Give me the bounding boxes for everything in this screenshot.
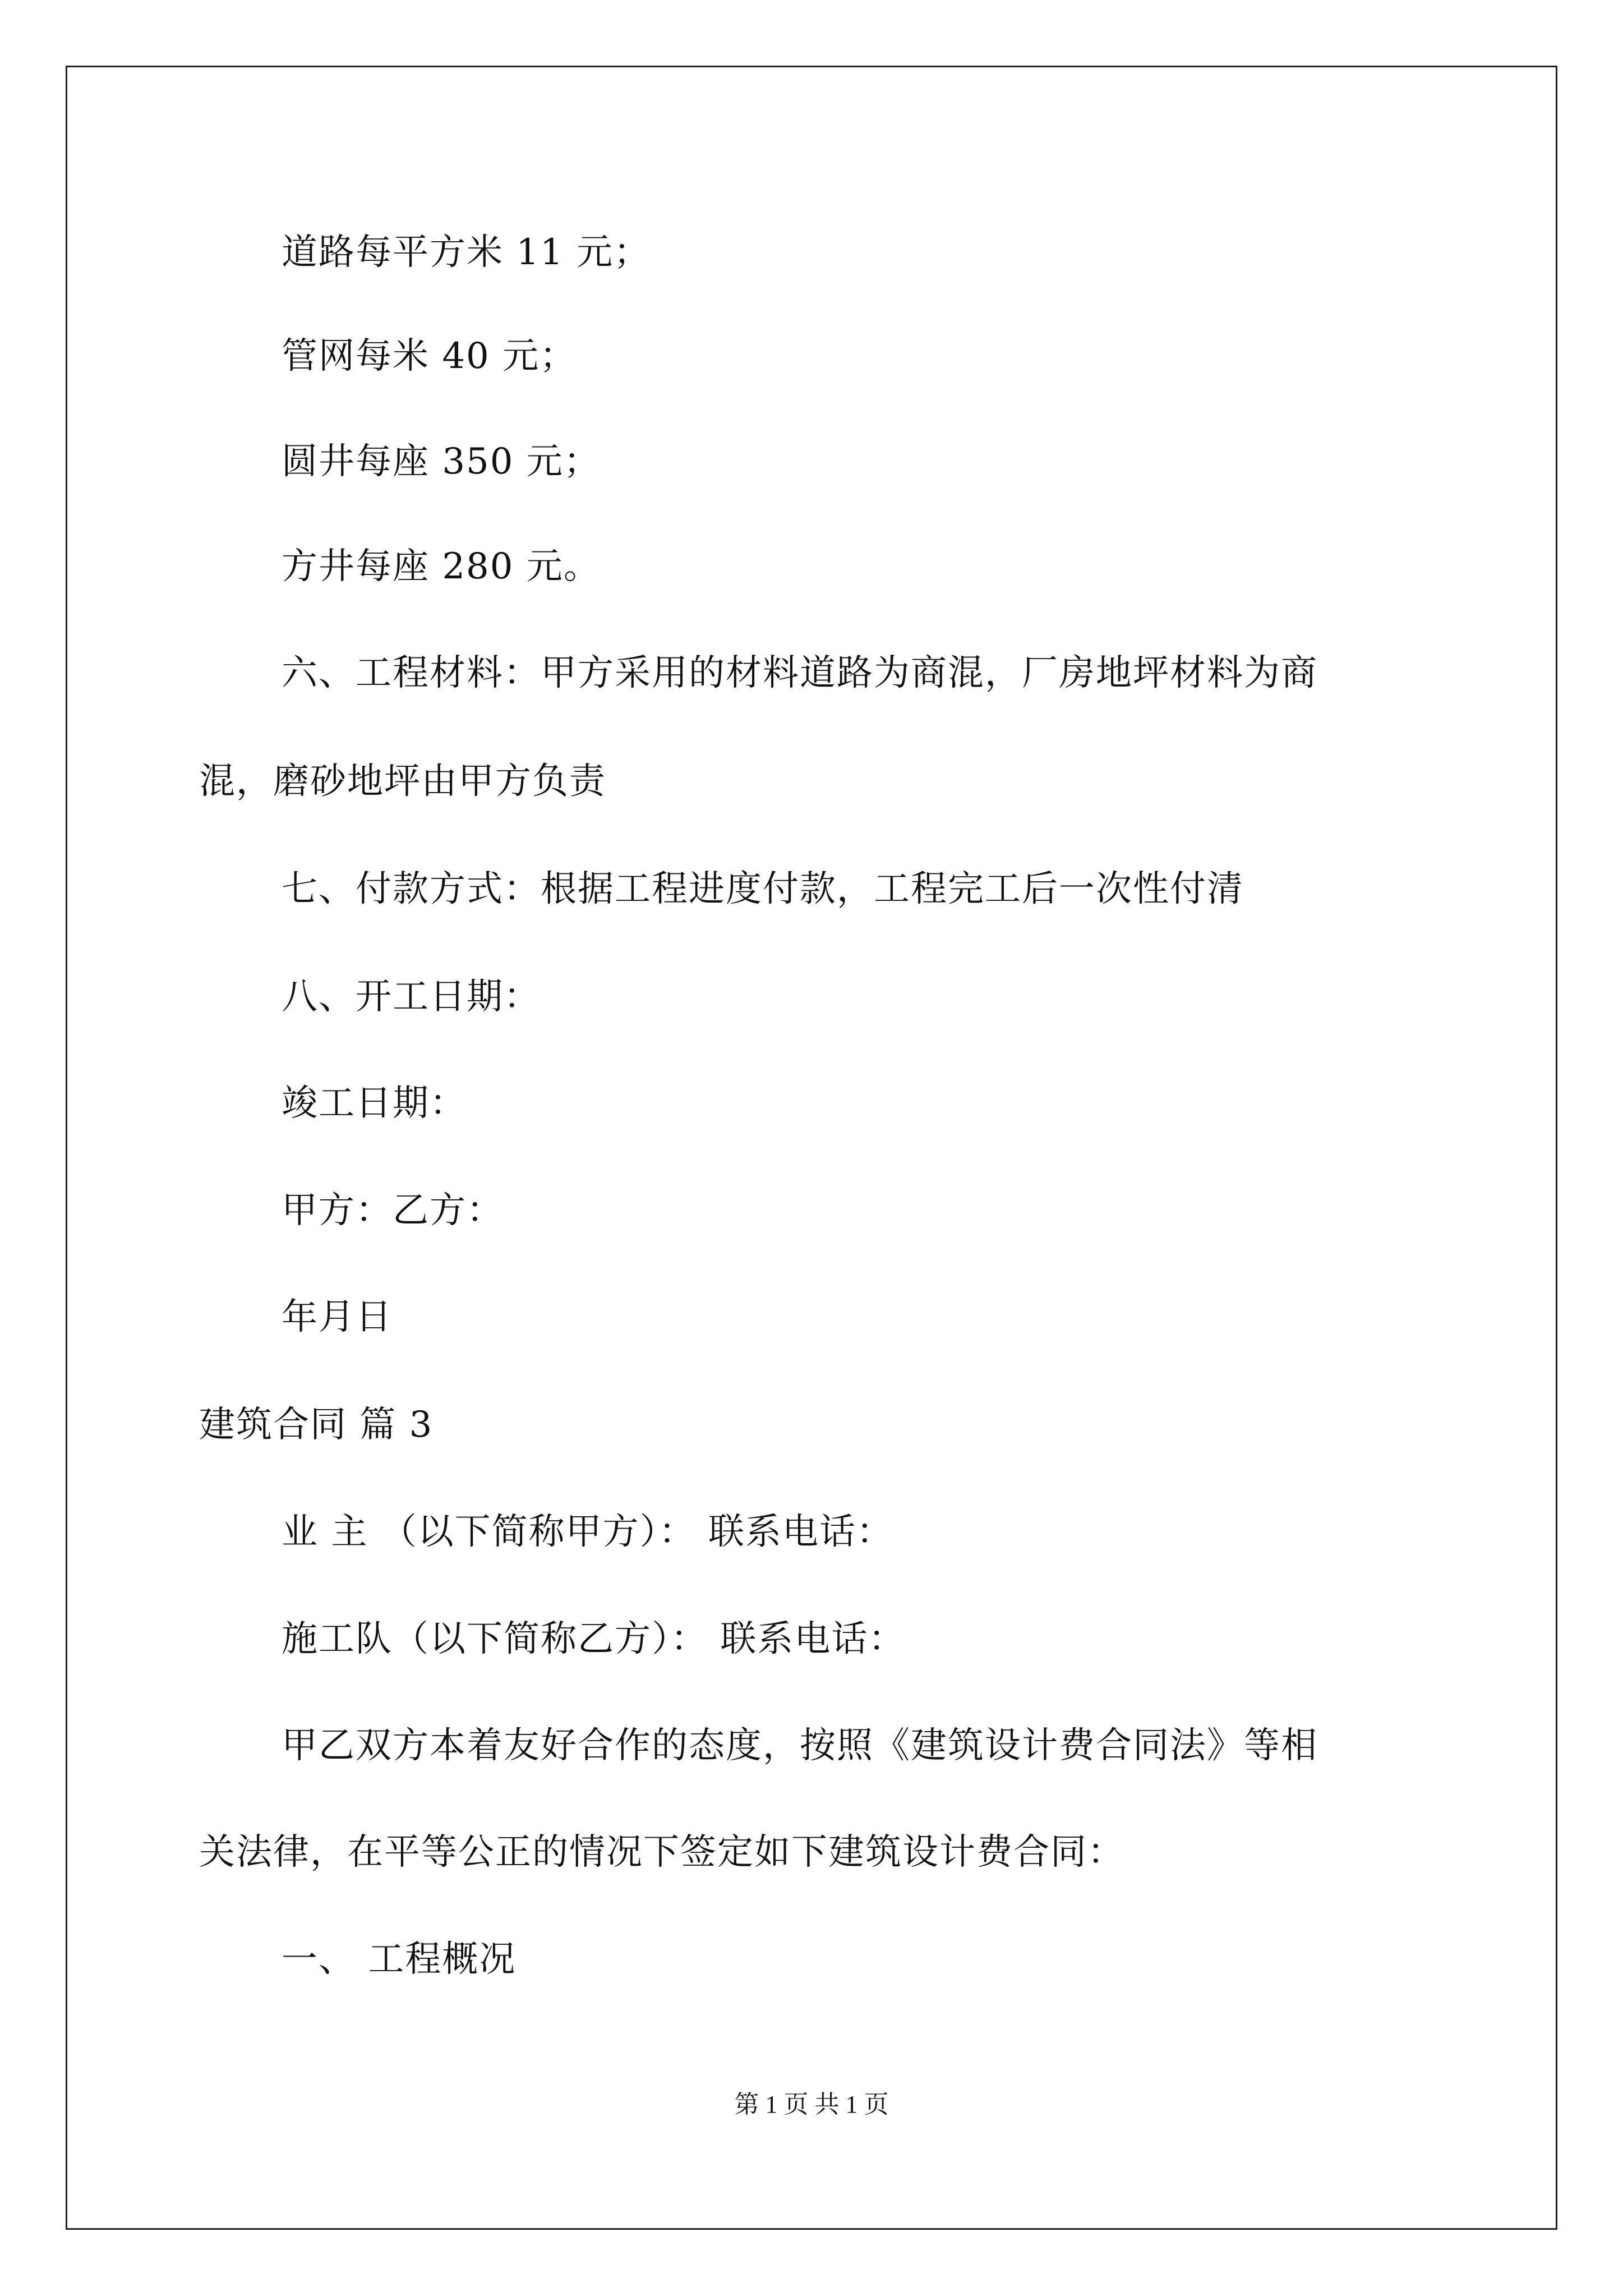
- paragraph-parties: 甲方：乙方：: [282, 1190, 504, 1231]
- page-footer: 第 1 页 共 1 页: [734, 2091, 889, 2118]
- paragraph-payment: 七、付款方式：根据工程进度付款，工程完工后一次性付清: [282, 868, 1244, 910]
- paragraph-project-overview: 一、 工程概况: [282, 1939, 517, 1980]
- paragraph-completion-date: 竣工日期：: [282, 1083, 467, 1124]
- paragraph-intro-line2: 关法律，在平等公正的情况下签定如下建筑设计费合同：: [199, 1832, 1124, 1873]
- paragraph-contractor: 施工队（以下简称乙方）： 联系电话：: [282, 1618, 906, 1660]
- section-heading: 建筑合同 篇 3: [199, 1404, 434, 1446]
- paragraph-start-date: 八、开工日期：: [282, 976, 541, 1018]
- paragraph-square-well-price: 方井每座 280 元。: [282, 546, 601, 587]
- paragraph-round-well-price: 圆井每座 350 元；: [282, 441, 601, 482]
- paragraph-date: 年月日: [282, 1296, 393, 1338]
- paragraph-materials-line2: 混，磨砂地坪由甲方负责: [199, 761, 606, 802]
- paragraph-owner: 业 主 （以下简称甲方）： 联系电话：: [282, 1511, 894, 1553]
- paragraph-pipe-price: 管网每米 40 元；: [282, 335, 577, 377]
- paragraph-intro-line1: 甲乙双方本着友好合作的态度，按照《建筑设计费合同法》等相: [282, 1725, 1318, 1766]
- page-border: [66, 66, 1557, 2230]
- paragraph-road-price: 道路每平方米 11 元；: [282, 232, 651, 273]
- paragraph-materials-line1: 六、工程材料：甲方采用的材料道路为商混，厂房地坪材料为商: [282, 652, 1318, 694]
